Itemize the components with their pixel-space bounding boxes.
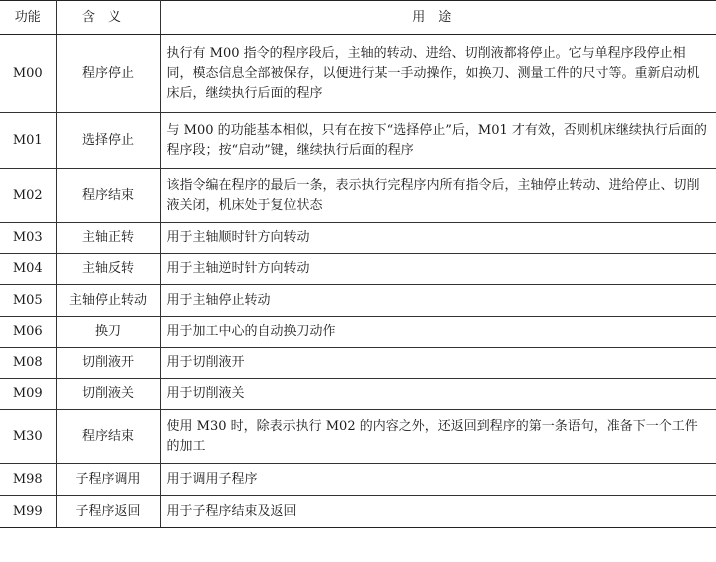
code-cell: M30 <box>0 410 56 464</box>
code-cell: M09 <box>0 379 56 410</box>
table-row <box>0 496 716 528</box>
meaning-cell: 主轴正转 <box>56 223 160 254</box>
usage-cell: 使用 M30 时，除表示执行 M02 的内容之外，还返回到程序的第一条语句，准备下一个工件的加工 <box>160 410 716 464</box>
usage-cell: 用于加工中心的自动换刀动作 <box>160 317 716 348</box>
usage-cell: 与 M00 的功能基本相似，只有在按下“选择停止”后，M01 才有效，否则机床继续执行后面的程序段；按“启动”键，继续执行后面的程序 <box>160 113 716 169</box>
table-row <box>0 317 716 348</box>
table-row <box>0 464 716 496</box>
meaning-cell: 主轴反转 <box>56 254 160 285</box>
code-cell: M99 <box>0 496 56 528</box>
header-meaning <box>56 1 160 35</box>
meaning-cell: 程序停止 <box>56 35 160 113</box>
header-meaning-text: 含义 <box>81 9 134 25</box>
code-cell: M06 <box>0 317 56 348</box>
meaning-cell: 子程序返回 <box>56 496 160 528</box>
table-row <box>0 348 716 379</box>
header-function: 功能 <box>0 1 56 35</box>
table-header <box>0 1 716 35</box>
meaning-cell: 主轴停止转动 <box>56 285 160 317</box>
meaning-cell: 程序结束 <box>56 169 160 223</box>
header-row <box>0 1 716 35</box>
usage-cell: 用于切削液关 <box>160 379 716 410</box>
usage-cell: 用于主轴逆时针方向转动 <box>160 254 716 285</box>
table-row <box>0 410 716 464</box>
usage-cell: 用于子程序结束及返回 <box>160 496 716 528</box>
usage-cell: 执行有 M00 指令的程序段后，主轴的转动、进给、切削液都将停止。它与单程序段停止相同，模态信息全部被保存，以便进行某一手动操作，如换刀、测量工件的尺寸等。重新启动机床后，继续执行后面的程序 <box>160 35 716 113</box>
table-body <box>0 35 716 528</box>
usage-cell: 用于调用子程序 <box>160 464 716 496</box>
usage-cell: 该指令编在程序的最后一条，表示执行完程序内所有指令后，主轴停止转动、进给停止、切削液关闭，机床处于复位状态 <box>160 169 716 223</box>
header-usage <box>160 1 716 35</box>
code-cell: M05 <box>0 285 56 317</box>
usage-cell: 用于主轴停止转动 <box>160 285 716 317</box>
code-cell: M00 <box>0 35 56 113</box>
header-usage-text: 用途 <box>412 9 465 25</box>
table-row <box>0 379 716 410</box>
code-cell: M02 <box>0 169 56 223</box>
table-row <box>0 113 716 169</box>
table-row <box>0 169 716 223</box>
table-row <box>0 254 716 285</box>
meaning-cell: 切削液关 <box>56 379 160 410</box>
meaning-cell: 选择停止 <box>56 113 160 169</box>
table-row <box>0 285 716 317</box>
code-cell: M03 <box>0 223 56 254</box>
code-cell: M08 <box>0 348 56 379</box>
code-cell: M04 <box>0 254 56 285</box>
meaning-cell: 子程序调用 <box>56 464 160 496</box>
code-cell: M98 <box>0 464 56 496</box>
usage-cell: 用于切削液开 <box>160 348 716 379</box>
usage-cell: 用于主轴顺时针方向转动 <box>160 223 716 254</box>
meaning-cell: 换刀 <box>56 317 160 348</box>
meaning-cell: 程序结束 <box>56 410 160 464</box>
code-cell: M01 <box>0 113 56 169</box>
table-row <box>0 223 716 254</box>
table-row <box>0 35 716 113</box>
meaning-cell: 切削液开 <box>56 348 160 379</box>
